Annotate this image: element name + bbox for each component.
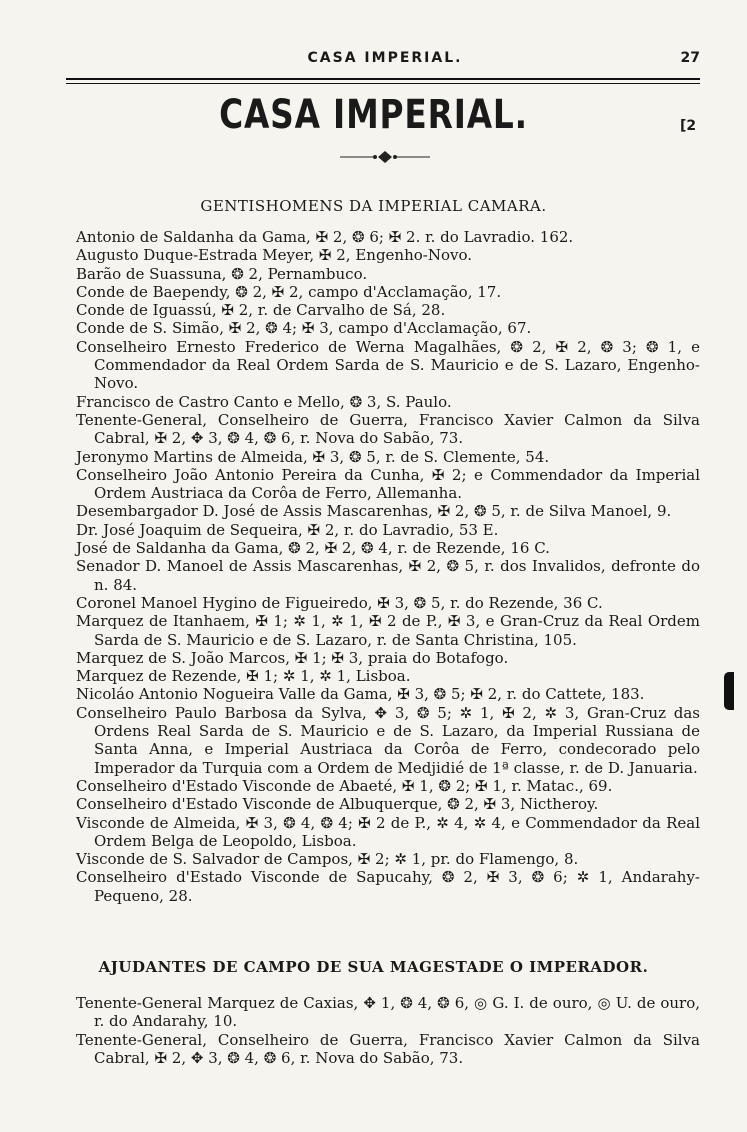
entry: Dr. José Joaquim de Sequeira, ✠ 2, r. do Lavradio, 53 E. <box>76 520 499 539</box>
entry: Conselheiro João Antonio Pereira da Cunha, ✠ 2; e Commendador da Imperial Ordem Austriaca da Corôa de Ferro, Allemanha. <box>76 465 700 503</box>
entry: Conselheiro d'Estado Visconde de Sapucahy, ❂ 2, ✠ 3, ❂ 6; ✲ 1, Andarahy-Pequeno, 28. <box>76 868 700 905</box>
page-number: 27 <box>680 50 700 66</box>
entry: Senador D. Manoel de Assis Mascarenhas, ✠ 2, ❂ 5, r. dos Invalidos, defronte do n. 84. <box>76 557 700 594</box>
entry: Antonio de Saldanha da Gama, ✠ 2, ❂ 6; ✠ 2. r. do Lavradio. 162. <box>76 228 574 246</box>
entry: Visconde de S. Salvador de Campos, ✠ 2; ✲ 1, pr. do Flamengo, 8. <box>76 850 579 869</box>
entry: Francisco de Castro Canto e Mello, ❂ 3, S. Paulo. <box>76 392 452 411</box>
entry: Conselheiro d'Estado Visconde de Abaeté, ✠ 1, ❂ 2; ✠ 1, r. Matac., 69. <box>76 776 613 795</box>
entry: Coronel Manoel Hygino de Figueiredo, ✠ 3, ❂ 5, r. do Rezende, 36 C. <box>76 593 603 612</box>
entry: Tenente-General, Conselheiro de Guerra, Francisco Xavier Calmon da Silva Cabral, ✠ 2, ✥ 3, ❂ 4, ❂ 6, r. Nova do Sabão, 73. <box>76 410 700 448</box>
section-heading-ajudantes: AJUDANTES DE CAMPO DE SUA MAGESTADE O IMPERADOR. <box>98 958 649 976</box>
entry: José de Saldanha da Gama, ❂ 2, ✠ 2, ❂ 4, r. de Rezende, 16 C. <box>76 539 550 558</box>
entries-gentishomens <box>76 228 700 905</box>
margin-note: [2 <box>680 118 697 134</box>
page-edge-mark <box>724 672 734 710</box>
entry: Augusto Duque-Estrada Meyer, ✠ 2, Engenho-Novo. <box>76 246 473 265</box>
entry: Marquez de Itanhaem, ✠ 1; ✲ 1, ✲ 1, ✠ 2 de P., ✠ 3, e Gran-Cruz da Real Ordem Sarda de S. Mauricio e de S. Lazaro, r. de Santa Christina, 105. <box>76 612 700 649</box>
entry: Jeronymo Martins de Almeida, ✠ 3, ❂ 5, r. de S. Clemente, 54. <box>76 447 550 466</box>
entry: Nicoláo Antonio Nogueira Valle da Gama, ✠ 3, ❂ 5; ✠ 2, r. do Cattete, 183. <box>76 685 645 704</box>
entry: Conselheiro Ernesto Frederico de Werna Magalhães, ❂ 2, ✠ 2, ❂ 3; ❂ 1, e Commendador da Real Ordem Sarda de S. Mauricio e de S. Lazaro, Engenho-Novo. <box>76 337 700 393</box>
entry: Desembargador D. José de Assis Mascarenhas, ✠ 2, ❂ 5, r. de Silva Manoel, 9. <box>76 502 672 521</box>
header-rule-thick <box>66 78 700 80</box>
entry: Conselheiro Paulo Barbosa da Sylva, ✥ 3, ❂ 5; ✲ 1, ✠ 2, ✲ 3, Gran-Cruz das Ordens Real Sarda de S. Mauricio e de S. Lazaro, da Imperial Russiana de Santa Anna, e Imperial Austriaca da Corôa de Ferro, condecorado pelo Imperador da Turquia com a Ordem de Medjidié de 1ª classe, r. de D. Januaria. <box>76 703 700 777</box>
header-rule-thin <box>66 83 700 84</box>
entry: Conselheiro d'Estado Visconde de Albuquerque, ❂ 2, ✠ 3, Nictheroy. <box>76 795 599 814</box>
entry: Conde de Baependy, ❂ 2, ✠ 2, campo d'Acclamação, 17. <box>76 282 502 301</box>
running-title: CASA IMPERIAL. <box>307 50 463 66</box>
entry: Conde de S. Simão, ✠ 2, ❂ 4; ✠ 3, campo d'Acclamação, 67. <box>76 319 532 338</box>
entry: Visconde de Almeida, ✠ 3, ❂ 4, ❂ 4; ✠ 2 de P., ✲ 4, ✲ 4, e Commendador da Real Ordem Belga de Leopoldo, Lisboa. <box>76 813 700 850</box>
entry: Tenente-General Marquez de Caxias, ✥ 1, ❂ 4, ❂ 6, ◎ G. I. de ouro, ◎ U. de ouro, r. do Andarahy, 10. <box>76 994 700 1031</box>
running-head <box>70 50 700 70</box>
entry: Marquez de S. João Marcos, ✠ 1; ✠ 3, praia do Botafogo. <box>76 648 509 667</box>
entry: Tenente-General, Conselheiro de Guerra, Francisco Xavier Calmon da Silva Cabral, ✠ 2, ✥ 3, ❂ 4, ❂ 6, r. Nova do Sabão, 73. <box>76 1030 700 1067</box>
page-title: CASA IMPERIAL. <box>219 92 528 138</box>
ornamental-divider-icon <box>340 150 430 164</box>
entry: Marquez de Rezende, ✠ 1; ✲ 1, ✲ 1, Lisboa. <box>76 667 411 686</box>
section-heading-gentishomens: GENTISHOMENS DA IMPERIAL CAMARA. <box>200 197 547 215</box>
entry: Barão de Suassuna, ❂ 2, Pernambuco. <box>76 264 368 283</box>
entries-ajudantes <box>76 994 700 1067</box>
entry: Conde de Iguassú, ✠ 2, r. de Carvalho de Sá, 28. <box>76 301 446 320</box>
